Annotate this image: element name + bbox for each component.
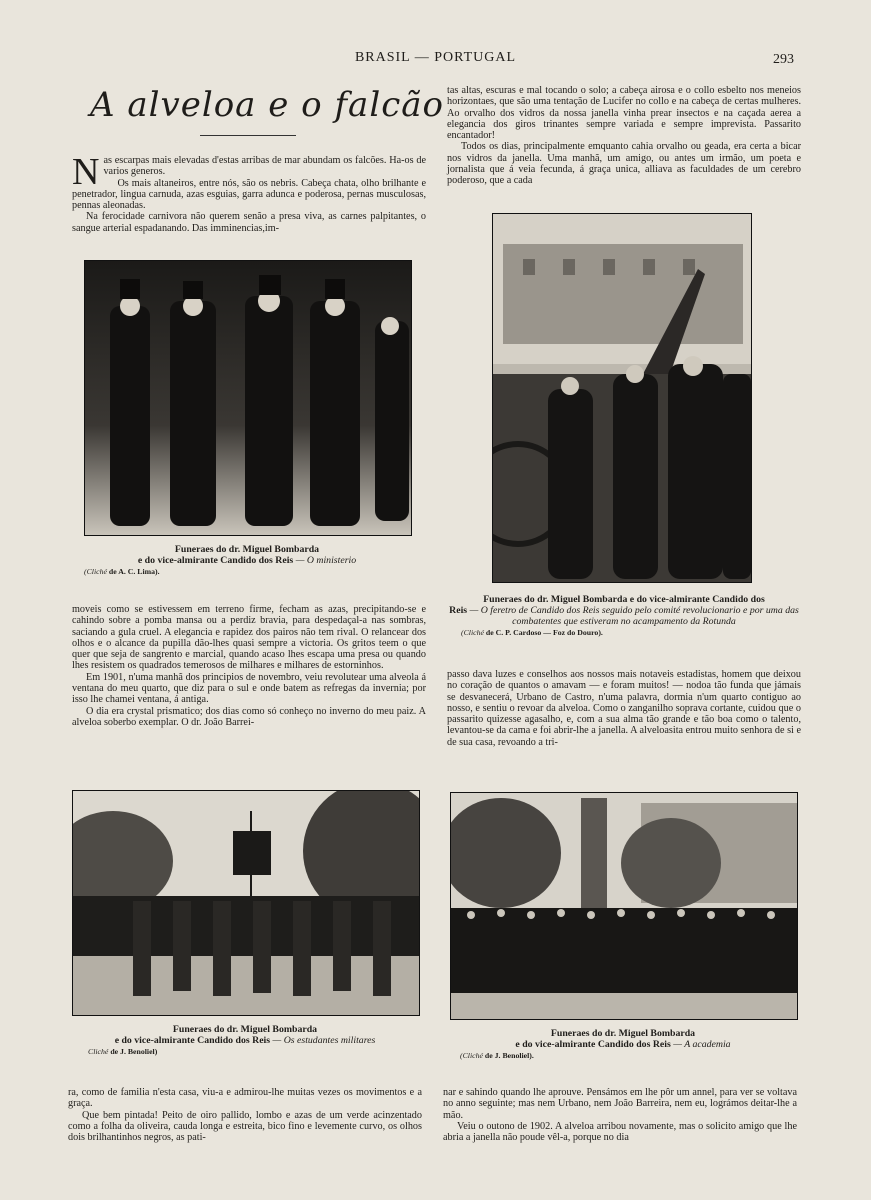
- photo-credit: (Cliché de A. C. Lima).: [84, 567, 160, 576]
- text-column-left-bottom: [68, 1087, 422, 1143]
- caption-photo-ministerio: [84, 544, 410, 577]
- photo-credit: Cliché de J. Benoliel): [88, 1047, 158, 1056]
- paragraph: Que bem pintada! Peito de oiro pallido, lombo e azas de um verde acinzentado como a folha da oliveira, cauda longa e estreita, bico fino e levemente curvo, os olhos dois brilhantinhos negros, as pati-: [68, 1109, 422, 1144]
- caption-line: e do vice-almirante Candido dos Reis: [515, 1039, 671, 1050]
- caption-line: Funeraes do dr. Miguel Bombarda: [550, 1028, 696, 1039]
- caption-photo-feretro: [447, 594, 801, 638]
- photo-feretro: [492, 213, 752, 583]
- text-column-right-mid: [447, 669, 801, 748]
- photo-credit: (Cliché de C. P. Cardoso — Foz do Douro).: [461, 628, 603, 637]
- paragraph: moveis como se estivessem em terreno firme, fecham as azas, precipitando-se e cahindo sobre a pomba mansa ou a perdiz bravia, para despedaçal-a nas sombras, saciando a gula cruel. A elegancia e rapidez dos pairos não tem rival. O relancear dos olhos e o alcance da pupilla dão-lhes quasi sempre a victoria. Os gritos teem o que quer que seja de sangrento e marcial, quando acaso lhes escapa uma presa ou quando lhes resistem os quadrados temerosos de milhares e milhares de estorninhos.: [72, 604, 426, 672]
- article-title: A alveloa e o falcão: [90, 85, 444, 125]
- paragraph: Todos os dias, principalmente emquanto cahia orvalho ou geada, era certa a bicar nos vidros da janella. Uma manhã, um amigo, ou antes um irmão, um poeta e jornalista que á veia fecunda, á graça unica, alliava as faculdades de um cerebro poderoso, que a cada: [447, 141, 801, 187]
- photo-academia-image: [451, 793, 797, 1019]
- paragraph: O dia era crystal prismatico; dos dias como só conheço no inverno do meu paiz. A alveloa soberbo exemplar. O dr. João Barrei-: [72, 705, 426, 728]
- caption-line: Funeraes do dr. Miguel Bombarda: [174, 544, 320, 555]
- text-column-right-bottom: [443, 1087, 797, 1143]
- paragraph: Na ferocidade carnivora não querem senão a presa viva, as carnes palpitantes, o sangue arterial espadanando. Das imminencias,im-: [72, 211, 426, 234]
- drop-cap: N: [72, 151, 100, 193]
- text-column-right-top: [447, 85, 801, 187]
- title-divider: [200, 135, 296, 136]
- page-number: 293: [773, 52, 794, 67]
- paragraph: tas altas, escuras e mal tocando o solo; a cabeça airosa e o collo esbelto nos meneios horizontaes, que são uma tentação de Lucifer no collo e na cabeça de certas mulheres. Ao orvalho dos vidros da nossa janella vinha prear insectos e na caçada aerea a elegancia dos giros trinantes sempre variada e sempre imprevista. Passarito encantador!: [447, 85, 801, 142]
- paragraph: passo dava luzes e conselhos aos nossos mais notaveis estadistas, homem que deixou no coração de quantos o amavam — e foram muitos! — nodoa tão funda que jámais se desvanecerá, Urbano de Castro, n'uma palavra, dormia n'um quarto contiguo ao nosso, e sentiu o revoar da alveloa. Como o zanganilho soprava cortante, cuidou que o passarito quizesse agasalho, e, com a sua alma tão grande e tão boa como o talento, levantou-se da cama e foi abrir-lhe a janella. A alveloasita entrou muito senhora de si e de sua casa, revoando a tri-: [447, 669, 801, 748]
- caption-photo-estudantes: [72, 1024, 418, 1057]
- paragraph: Em 1901, n'uma manhã dos principios de novembro, veiu revolutear uma alveola á ventana do meu quarto, que diz para o sul e onde batem as refregas da invernia; por isso lhe chamei ventana, á antiga.: [72, 671, 426, 706]
- photo-ministerio: [84, 260, 412, 536]
- photo-academia: [450, 792, 798, 1020]
- caption-line: e do vice-almirante Candido dos Reis: [114, 1035, 271, 1046]
- photo-estudantes: [72, 790, 420, 1016]
- paragraph: ra, como de familia n'esta casa, viu-a e admirou-lhe muitas vezes os movimentos e a graça.: [68, 1087, 422, 1110]
- photo-feretro-image: [493, 214, 751, 582]
- caption-subtitle: — O feretro de Candido dos Reis seguido pelo comité revolucionario e por uma das combatentes que estiveram no acampamento da Rotunda: [469, 605, 799, 627]
- running-header: BRASIL — PORTUGAL: [354, 50, 517, 65]
- text-column-left-mid: [72, 604, 426, 728]
- text-column-left-top: [72, 151, 426, 234]
- photo-estudantes-image: [73, 791, 419, 1015]
- caption-subtitle: — O ministerio: [295, 555, 357, 566]
- caption-line: Funeraes do dr. Miguel Bombarda: [172, 1024, 318, 1035]
- caption-line: e do vice-almirante Candido dos Reis: [137, 555, 294, 566]
- caption-photo-academia: [450, 1028, 796, 1061]
- photo-credit: (Cliché de J. Benoliel).: [460, 1051, 534, 1060]
- paragraph: nar e sahindo quando lhe aprouve. Pensámos em lhe pôr um annel, para ver se voltava no anno seguinte; mas nem Urbano, nem João Barreira, nem eu, lográmos deitar-lhe a mão.: [443, 1087, 797, 1121]
- caption-line: Reis: [449, 605, 468, 616]
- paragraph: as escarpas mais elevadas d'estas arribas de mar abundam os falcões. Ha-os de varios generos.: [103, 155, 426, 178]
- paragraph: Veiu o outono de 1902. A alveloa arribou novamente, mas o solicito amigo que lhe abria a janella não poude vêl-a, porque no dia: [443, 1120, 797, 1144]
- caption-subtitle: — A academia: [673, 1039, 731, 1050]
- paragraph: Os mais altaneiros, entre nós, são os nebris. Cabeça chata, olho brilhante e penetrador, lingua carnuda, azas esguias, garra adunca e poderosa, pernas musculosas, pennas aleonadas.: [72, 177, 426, 212]
- photo-ministerio-image: [85, 261, 411, 535]
- caption-subtitle: — Os estudantes militares: [272, 1035, 376, 1046]
- caption-line: Funeraes do dr. Miguel Bombarda e do vice-almirante Candido dos: [483, 594, 765, 605]
